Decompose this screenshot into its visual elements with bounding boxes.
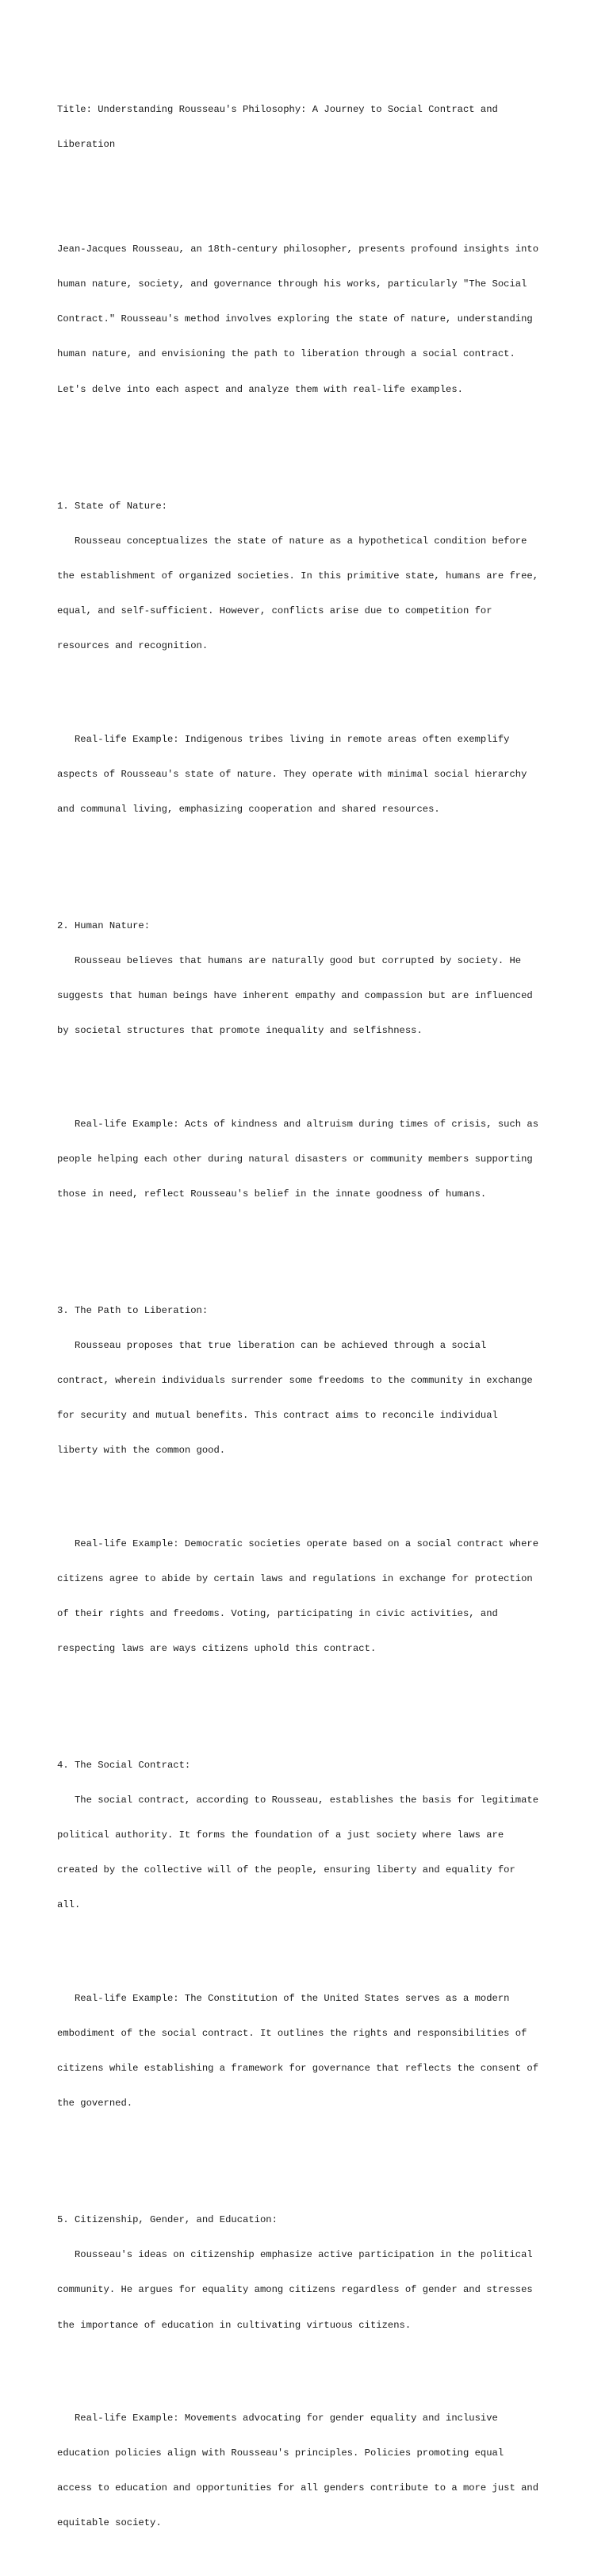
- example-line: the governed.: [57, 2098, 133, 2110]
- example-line: those in need, reflect Rousseau's belief in the innate goodness of humans.: [57, 1188, 487, 1200]
- section-body-line: the importance of education in cultivating virtuous citizens.: [57, 2319, 412, 2331]
- section-body-line: resources and recognition.: [57, 639, 209, 651]
- example-line: aspects of Rousseau's state of nature. They operate with minimal social hierarchy: [57, 768, 527, 780]
- section-path-to-liberation: [57, 1281, 561, 1480]
- title-line: Title: Understanding Rousseau's Philosophy: A Journey to Social Contract and: [57, 103, 498, 115]
- example-line: citizens agree to abide by certain laws and regulations in exchange for protection: [57, 1572, 533, 1584]
- section-body-line: The social contract, according to Rousseau, establishes the basis for legitimate: [57, 1795, 539, 1806]
- section-human-nature: [57, 896, 561, 1060]
- example-line: of their rights and freedoms. Voting, participating in civic activities, and: [57, 1607, 498, 1619]
- section-heading: 5. Citizenship, Gender, and Education:: [57, 2214, 278, 2226]
- example-line: Real-life Example: Indigenous tribes living in remote areas often exemplify: [57, 733, 510, 745]
- example-line: embodiment of the social contract. It outlines the rights and responsibilities of: [57, 2028, 527, 2040]
- section-body-line: community. He argues for equality among citizens regardless of gender and stresses: [57, 2284, 533, 2296]
- section-body-line: suggests that human beings have inherent empathy and compassion but are influenced: [57, 989, 533, 1001]
- section-body-line: the establishment of organized societies. In this primitive state, humans are free,: [57, 570, 539, 582]
- intro-line: Jean-Jacques Rousseau, an 18th-century philosopher, presents profound insights into: [57, 244, 539, 255]
- section-body-line: created by the collective will of the people, ensuring liberty and equality for: [57, 1864, 515, 1876]
- example-state-of-nature: [57, 710, 561, 839]
- section-body-line: liberty with the common good.: [57, 1445, 226, 1457]
- section-body-line: contract, wherein individuals surrender some freedoms to the community in exchange: [57, 1374, 533, 1386]
- example-path-to-liberation: [57, 1515, 561, 1678]
- example-line: citizens while establishing a framework for governance that reflects the consent of: [57, 2063, 539, 2075]
- section-body-line: all.: [57, 1899, 81, 1911]
- section-body-line: Rousseau's ideas on citizenship emphasize active participation in the political: [57, 2249, 533, 2261]
- example-line: Real-life Example: Acts of kindness and altruism during times of crisis, such as: [57, 1118, 539, 1130]
- document-page: [57, 57, 561, 2576]
- example-line: respecting laws are ways citizens uphold this contract.: [57, 1643, 377, 1655]
- example-line: Real-life Example: The Constitution of the United States serves as a modern: [57, 1993, 510, 2005]
- intro-line: human nature, society, and governance through his works, particularly "The Social: [57, 278, 527, 290]
- section-body-line: Rousseau proposes that true liberation can be achieved through a social: [57, 1339, 487, 1351]
- section-body-line: Rousseau believes that humans are naturally good but corrupted by society. He: [57, 954, 522, 966]
- example-citizenship-gender-education: [57, 2390, 561, 2553]
- section-state-of-nature: [57, 477, 561, 675]
- intro-paragraph: [57, 221, 561, 419]
- example-line: equitable society.: [57, 2517, 162, 2529]
- section-heading: 4. The Social Contract:: [57, 1760, 191, 1772]
- document-title: [57, 80, 561, 174]
- example-line: education policies align with Rousseau's principles. Policies promoting equal: [57, 2447, 504, 2459]
- title-line: Liberation: [57, 138, 116, 150]
- example-line: Real-life Example: Democratic societies operate based on a social contract where: [57, 1538, 539, 1549]
- section-heading: 2. Human Nature:: [57, 919, 151, 931]
- section-heading: 3. The Path to Liberation:: [57, 1304, 209, 1316]
- example-line: access to education and opportunities for all genders contribute to a more just and: [57, 2482, 539, 2494]
- section-social-contract: [57, 1737, 561, 1935]
- section-body-line: equal, and self-sufficient. However, conflicts arise due to competition for: [57, 605, 492, 616]
- section-body-line: political authority. It forms the foundation of a just society where laws are: [57, 1829, 504, 1841]
- intro-line: human nature, and envisioning the path to liberation through a social contract.: [57, 348, 515, 360]
- example-human-nature: [57, 1095, 561, 1223]
- intro-line: Let's delve into each aspect and analyze them with real-life examples.: [57, 383, 463, 395]
- section-body-line: Rousseau conceptualizes the state of nature as a hypothetical condition before: [57, 535, 527, 547]
- example-line: Real-life Example: Movements advocating for gender equality and inclusive: [57, 2413, 498, 2424]
- section-body-line: by societal structures that promote inequality and selfishness.: [57, 1025, 423, 1037]
- section-body-line: for security and mutual benefits. This contract aims to reconcile individual: [57, 1410, 498, 1422]
- example-social-contract: [57, 1970, 561, 2133]
- intro-line: Contract." Rousseau's method involves exploring the state of nature, understanding: [57, 313, 533, 325]
- example-line: people helping each other during natural disasters or community members supporting: [57, 1153, 533, 1165]
- section-citizenship-gender-education: [57, 2191, 561, 2355]
- section-heading: 1. State of Nature:: [57, 500, 167, 512]
- example-line: and communal living, emphasizing cooperation and shared resources.: [57, 803, 440, 815]
